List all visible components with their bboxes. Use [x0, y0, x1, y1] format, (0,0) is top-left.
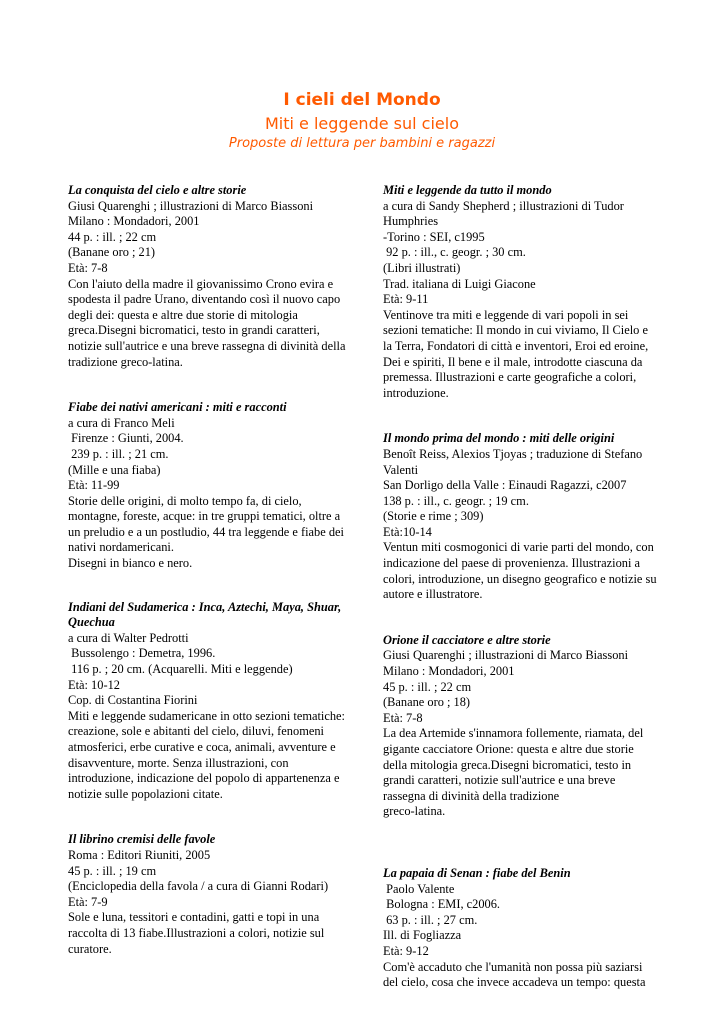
book-title: La conquista del cielo e altre storie	[68, 183, 247, 197]
book-line: Età: 7-8	[383, 710, 423, 725]
book-line: Età: 11-99	[68, 478, 120, 493]
book-line: (Banane oro ; 21)	[68, 245, 156, 260]
book-line: Bussolengo : Demetra, 1996.	[68, 646, 216, 661]
book-line: greco-latina.	[383, 804, 446, 819]
book-entry	[68, 599, 349, 803]
book-line: Età: 7-9	[68, 894, 108, 909]
book-line: a cura di Franco Meli	[68, 415, 175, 430]
book-entry	[383, 431, 659, 603]
book-title: Indiani del Sudamerica : Inca, Aztechi, Maya, Shuar, Quechua	[68, 599, 342, 630]
book-line: 45 p. : ill. ; 22 cm	[383, 679, 472, 694]
book-line: Ill. di Fogliazza	[383, 928, 462, 943]
book-line: Paolo Valente	[383, 881, 455, 896]
book-line: (Banane oro ; 18)	[383, 695, 471, 710]
book-line: Cop. di Costantina Fiorini	[68, 693, 198, 708]
book-line: Giusi Quarenghi ; illustrazioni di Marco Biassoni	[383, 648, 629, 663]
book-entry	[383, 866, 659, 991]
book-line: -Torino : SEI, c1995	[383, 229, 485, 244]
book-line: (Mille e una fiaba)	[68, 462, 161, 477]
book-line: Trad. italiana di Luigi Giacone	[383, 276, 536, 291]
book-description: Sole e luna, tessitori e contadini, gatti e topi in una raccolta di 13 fiabe.Illustrazioni a colori, notizie sul curatore.	[68, 910, 328, 956]
book-line: a cura di Sandy Shepherd ; illustrazioni di Tudor Humphries	[383, 198, 628, 229]
book-description: Ventun miti cosmogonici di varie parti del mondo, con indicazione del paese di provenienza. Illustrazioni a colori, introduzione, un disegno geografico e notizie su autore e illustratore.	[383, 540, 660, 602]
book-line: a cura di Walter Pedrotti	[68, 630, 189, 645]
book-line: 44 p. : ill. ; 22 cm	[68, 229, 157, 244]
book-title: Fiabe dei nativi americani : miti e racconti	[68, 400, 287, 415]
book-line: 45 p. : ill. ; 19 cm	[68, 863, 157, 878]
page-tagline: Proposte di lettura per bambini e ragazzi	[228, 136, 496, 151]
book-line: (Libri illustrati)	[383, 260, 461, 275]
book-entry	[68, 832, 346, 957]
book-title: Orione il cacciatore e altre storie	[383, 632, 551, 647]
left-column	[68, 183, 349, 957]
book-line: Disegni in bianco e nero.	[68, 556, 193, 571]
book-description: Com'è accaduto che l'umanità non possa più saziarsi del cielo, cosa che invece accadeva un tempo: questa	[383, 959, 646, 990]
book-line: Giusi Quarenghi ; illustrazioni di Marco Biassoni	[68, 198, 314, 213]
book-entry	[68, 183, 349, 370]
book-entry	[383, 183, 659, 401]
book-line: Età: 9-12	[383, 943, 429, 958]
book-line: Bologna : EMI, c2006.	[383, 897, 501, 912]
book-line: Età: 9-11	[383, 292, 429, 307]
page-title: I cieli del Mondo	[283, 90, 441, 110]
book-title: La papaia di Senan : fiabe del Benin	[383, 865, 571, 880]
book-line: San Dorligo della Valle : Einaudi Ragazzi, c2007	[383, 478, 627, 493]
book-description: Miti e leggende sudamericane in otto sezioni tematiche: creazione, sole e abitanti del cielo, diluvi, fenomeni atmosferici, erbe curative e coca, animali, avventure e disavventure, morte. Senza illustrazioni, con introduzione, indicazione del popolo di appartenenza e notizie sulle popolazioni citate.	[68, 708, 349, 801]
book-line: 63 p. : ill. ; 27 cm.	[383, 912, 478, 927]
page-header	[0, 90, 724, 152]
book-line: 239 p. : ill. ; 21 cm.	[68, 446, 169, 461]
book-line: (Storie e rime ; 309)	[383, 509, 484, 524]
book-entry	[68, 400, 346, 572]
book-title: Miti e leggende da tutto il mondo	[383, 183, 552, 197]
book-title: Il librino cremisi delle favole	[68, 832, 216, 847]
book-line: Firenze : Giunti, 2004.	[68, 431, 184, 446]
book-line: Milano : Mondadori, 2001	[383, 664, 515, 679]
book-description: La dea Artemide s'innamora follemente, riamata, del gigante cacciatore Orione: questa e altre due storie della mitologia greca.Disegni bicromatici, testo in grandi caratteri, notizie sull'autrice e una breve rassegna di divinità della tradizione	[383, 726, 647, 803]
book-line: Roma : Editori Riuniti, 2005	[68, 847, 211, 862]
page-subtitle: Miti e leggende sul cielo	[265, 114, 459, 133]
book-line: Età: 7-8	[68, 260, 108, 275]
book-line: Benoît Reiss, Alexios Tjoyas ; traduzione di Stefano Valenti	[383, 446, 646, 477]
book-title: Il mondo prima del mondo : miti delle origini	[383, 431, 615, 446]
right-column	[383, 183, 659, 991]
book-line: (Enciclopedia della favola / a cura di Gianni Rodari)	[68, 879, 329, 894]
book-line: 138 p. : ill., c. geogr. ; 19 cm.	[383, 493, 529, 508]
book-entry	[383, 633, 659, 820]
book-line: 92 p. : ill., c. geogr. ; 30 cm.	[383, 245, 526, 260]
book-line: Età:10-14	[383, 524, 432, 539]
book-line: 116 p. ; 20 cm. (Acquarelli. Miti e leggende)	[68, 662, 293, 677]
book-description: Ventinove tra miti e leggende di vari popoli in sei sezioni tematiche: Il mondo in cui viviamo, Il Cielo e la Terra, Fondatori di città e inventori, Eroi ed eroine, Dei e spiriti, Il bene e il male, introdotte ciascuna da premessa. Illustrazioni e carte geografiche a colori, introduzione.	[383, 307, 652, 400]
book-description: Storie delle origini, di molto tempo fa, di cielo, montagne, foreste, acque: in tre gruppi tematici, oltre a un preludio e a un postludio, 44 tra leggende e fiabe dei nativi nordamericani.	[68, 493, 348, 555]
book-line: Età: 10-12	[68, 677, 120, 692]
book-line: Milano : Mondadori, 2001	[68, 214, 200, 229]
book-description: Con l'aiuto della madre il giovanissimo Crono evira e spodesta il padre Urano, diventando così il nuovo capo degli dei: questa e altre due storie di mitologia greca.Disegni bicromatici, testo in grandi caratteri, notizie sull'autrice e una breve rassegna di divinità della tradizione greco-latina.	[68, 276, 349, 369]
